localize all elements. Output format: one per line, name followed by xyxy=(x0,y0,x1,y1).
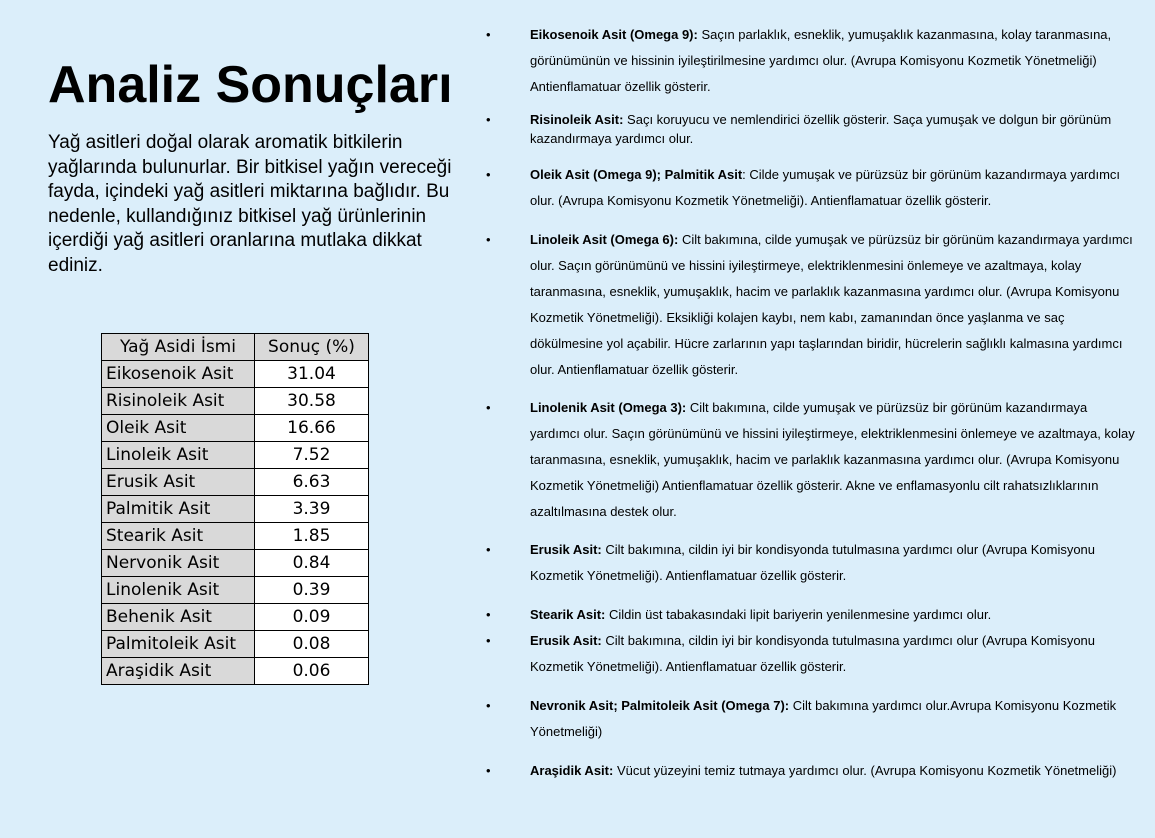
table-row xyxy=(102,388,369,415)
bullet-icon: • xyxy=(486,400,491,415)
table-row xyxy=(102,415,369,442)
results-table xyxy=(101,333,369,685)
acid-name: Araşidik Asit xyxy=(102,658,255,685)
description-heading: Linolenik Asit (Omega 3): xyxy=(530,400,687,415)
description-body: Cildin üst tabakasındaki lipit bariyerin yenilenmesine yardımcı olur. xyxy=(605,607,992,622)
column-header-value: Sonuç (%) xyxy=(255,334,369,361)
bullet-icon: • xyxy=(486,232,491,247)
description-text xyxy=(530,162,1138,214)
description-body: Saçı koruyucu ve nemlendirici özellik gösterir. Saça yumuşak ve dolgun bir görünüm kazandırmaya yardımcı olur. xyxy=(530,112,1112,146)
acid-name: Behenik Asit xyxy=(102,604,255,631)
description-heading: Nevronik Asit; Palmitoleik Asit (Omega 7): xyxy=(530,698,790,713)
acid-name: Risinoleik Asit xyxy=(102,388,255,415)
description-heading: Linoleik Asit (Omega 6): xyxy=(530,232,679,247)
table-row xyxy=(102,523,369,550)
description-text xyxy=(530,22,1138,100)
acid-value: 3.39 xyxy=(255,496,369,523)
acid-name: Palmitik Asit xyxy=(102,496,255,523)
table-row xyxy=(102,550,369,577)
acid-value: 6.63 xyxy=(255,469,369,496)
acid-value: 31.04 xyxy=(255,361,369,388)
table-row xyxy=(102,658,369,685)
acid-value: 1.85 xyxy=(255,523,369,550)
bullet-icon: • xyxy=(486,607,491,622)
bullet-icon: • xyxy=(486,112,491,127)
acid-name: Linolenik Asit xyxy=(102,577,255,604)
acid-name: Oleik Asit xyxy=(102,415,255,442)
table-row xyxy=(102,577,369,604)
page-title: Analiz Sonuçları xyxy=(48,56,453,114)
acid-name: Erusik Asit xyxy=(102,469,255,496)
description-text xyxy=(530,758,1138,784)
bullet-icon: • xyxy=(486,633,491,648)
table-header-row xyxy=(102,334,369,361)
description-heading: Erusik Asit: xyxy=(530,542,602,557)
description-text xyxy=(530,537,1138,589)
intro-paragraph: Yağ asitleri doğal olarak aromatik bitkilerin yağlarında bulunurlar. Bir bitkisel yağın vereceği fayda, içindeki yağ asitleri miktarına bağlıdır. Bu nedenle, kullandığınız bitkisel yağ ürünlerinin içerdiği yağ asitleri oranlarına mutlaka dikkat ediniz. xyxy=(48,132,452,276)
bullet-icon: • xyxy=(486,27,491,42)
description-heading: Stearik Asit: xyxy=(530,607,606,622)
acid-value: 0.84 xyxy=(255,550,369,577)
description-body: Cilt bakımına yardımcı olur.Avrupa Komisyonu Kozmetik Yönetmeliği) xyxy=(530,698,1117,739)
description-body: : Cilde yumuşak ve pürüzsüz bir görünüm kazandırmaya yardımcı olur. (Avrupa Komisyonu Kozmetik Yönetmeliği). Antienflamatuar özellik gösterir. xyxy=(530,167,1121,208)
description-body: Cilt bakımına, cilde yumuşak ve pürüzsüz bir görünüm kazandırmaya yardımcı olur. Saçın görünümünü ve hissini iyileştirmeye, elektriklenmesini önlemeye ve azaltmaya, kolay taranmasına, esneklik, yumuşaklık, hacim ve parlaklık kazanmasına yardımcı olur. (Avrupa Komisyonu Kozmetik Yönetmeliği) Antienflamatuar özellik gösterir. Akne ve enflamasyonlu cilt rahatsızlıklarının azaltılmasına destek olur. xyxy=(530,400,1135,519)
table-row xyxy=(102,496,369,523)
description-heading: Oleik Asit (Omega 9); Palmitik Asit xyxy=(530,167,743,182)
bullet-icon: • xyxy=(486,167,491,182)
description-text xyxy=(530,395,1138,525)
acid-value: 0.08 xyxy=(255,631,369,658)
description-body: Saçın parlaklık, esneklik, yumuşaklık kazanmasına, kolay taranmasına, görünümünün ve hissinin iyileştirilmesine yardımcı olur. (Avrupa Komisyonu Kozmetik Yönetmeliği) Antienflamatuar özellik gösterir. xyxy=(530,27,1112,94)
acid-value: 7.52 xyxy=(255,442,369,469)
acid-name: Palmitoleik Asit xyxy=(102,631,255,658)
table-row xyxy=(102,361,369,388)
description-text xyxy=(530,602,1138,628)
description-heading: Erusik Asit: xyxy=(530,633,602,648)
acid-value: 30.58 xyxy=(255,388,369,415)
acid-value: 0.09 xyxy=(255,604,369,631)
table-row xyxy=(102,442,369,469)
description-text xyxy=(530,693,1138,745)
bullet-icon: • xyxy=(486,763,491,778)
description-heading: Araşidik Asit: xyxy=(530,763,614,778)
column-header-name: Yağ Asidi İsmi xyxy=(102,334,255,361)
description-body: Cilt bakımına, cildin iyi bir kondisyonda tutulmasına yardımcı olur (Avrupa Komisyonu Kozmetik Yönetmeliği). Antienflamatuar özellik gösterir. xyxy=(530,633,1096,674)
acid-name: Nervonik Asit xyxy=(102,550,255,577)
description-text xyxy=(530,227,1138,383)
acid-name: Linoleik Asit xyxy=(102,442,255,469)
table-row xyxy=(102,631,369,658)
description-heading: Eikosenoik Asit (Omega 9): xyxy=(530,27,698,42)
bullet-icon: • xyxy=(486,698,491,713)
acid-value: 0.06 xyxy=(255,658,369,685)
description-body: Cilt bakımına, cildin iyi bir kondisyonda tutulmasına yardımcı olur (Avrupa Komisyonu Kozmetik Yönetmeliği). Antienflamatuar özellik gösterir. xyxy=(530,542,1096,583)
table-row xyxy=(102,604,369,631)
description-text xyxy=(530,628,1138,680)
description-text xyxy=(530,110,1138,148)
acid-value: 16.66 xyxy=(255,415,369,442)
table-row xyxy=(102,469,369,496)
description-heading: Risinoleik Asit: xyxy=(530,112,624,127)
description-body: Cilt bakımına, cilde yumuşak ve pürüzsüz bir görünüm kazandırmaya yardımcı olur. Saçın görünümünü ve hissini iyileştirmeye, elektriklenmesini önlemeye ve azaltmaya, kolay taranmasına, esneklik, yumuşaklık, hacim ve parlaklık kazanmasına yardımcı olur. (Avrupa Komisyonu Kozmetik Yönetmeliği). Eksikliği kolajen kaybı, nem kabı, zamanından önce yaşlanma ve saç dökülmesine yol açabilir. Hücre zarlarının yapı taşlarından biridir, hücrelerin sağlıklı kalmasına yardımcı olur. Antienflamatuar özellik gösterir. xyxy=(530,232,1133,377)
acid-name: Eikosenoik Asit xyxy=(102,361,255,388)
acid-name: Stearik Asit xyxy=(102,523,255,550)
acid-value: 0.39 xyxy=(255,577,369,604)
description-body: Vücut yüzeyini temiz tutmaya yardımcı olur. (Avrupa Komisyonu Kozmetik Yönetmeliği) xyxy=(613,763,1117,778)
bullet-icon: • xyxy=(486,542,491,557)
